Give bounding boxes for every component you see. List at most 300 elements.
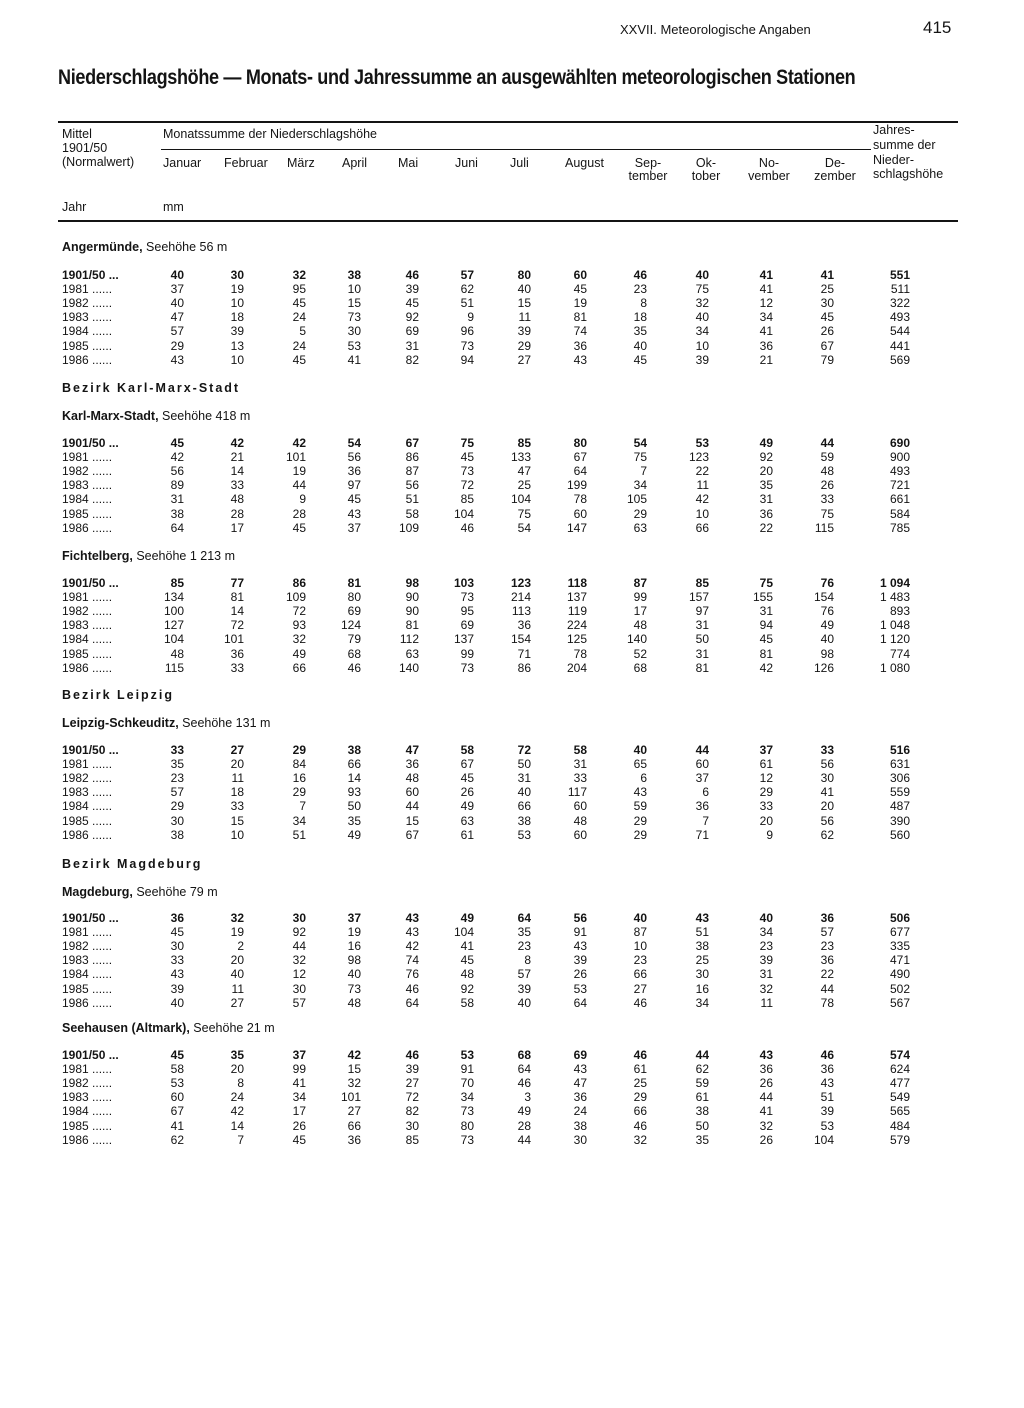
cell-month: 69 — [573, 1048, 587, 1062]
month-header: Ok- tober — [691, 156, 721, 183]
row-year: 1985 ...... — [62, 1118, 113, 1133]
cell-annual: 574 — [889, 1048, 910, 1062]
cell-month: 78 — [820, 995, 834, 1010]
cell-month: 10 — [633, 939, 647, 954]
cell-annual: 484 — [889, 1118, 910, 1133]
cell-month: 56 — [347, 450, 361, 465]
cell-month: 60 — [405, 785, 419, 800]
cell-month: 82 — [405, 1104, 419, 1119]
cell-month: 87 — [633, 576, 647, 590]
stub-label: Mittel — [62, 127, 92, 141]
cell-month: 41 — [170, 1118, 184, 1133]
row-year: 1982 ...... — [62, 296, 113, 311]
cell-month: 20 — [230, 757, 244, 772]
cell-month: 126 — [813, 660, 834, 675]
cell-annual: 567 — [889, 995, 910, 1010]
cell-month: 86 — [292, 576, 306, 590]
cell-month: 58 — [460, 995, 474, 1010]
cell-month: 59 — [633, 799, 647, 814]
cell-month: 36 — [170, 911, 184, 925]
cell-month: 36 — [759, 338, 773, 353]
cell-month: 47 — [170, 310, 184, 325]
cell-month: 54 — [517, 520, 531, 535]
cell-month: 77 — [230, 576, 244, 590]
cell-month: 86 — [405, 450, 419, 465]
cell-annual: 516 — [889, 743, 910, 757]
cell-month: 67 — [405, 436, 419, 450]
cell-month: 66 — [517, 799, 531, 814]
cell-annual: 893 — [889, 604, 910, 619]
table-row — [0, 324, 1024, 338]
row-year: 1901/50 ... — [62, 1048, 119, 1062]
cell-month: 22 — [759, 520, 773, 535]
cell-month: 41 — [460, 939, 474, 954]
cell-month: 7 — [299, 799, 306, 814]
cell-month: 29 — [633, 813, 647, 828]
cell-month: 15 — [517, 296, 531, 311]
cell-month: 39 — [405, 1062, 419, 1077]
cell-month: 58 — [460, 743, 474, 757]
cell-month: 7 — [237, 1132, 244, 1147]
cell-month: 12 — [759, 296, 773, 311]
cell-month: 41 — [759, 1104, 773, 1119]
table-row — [0, 618, 1024, 632]
cell-month: 54 — [347, 436, 361, 450]
running-header: XXVII. Meteorologische Angaben — [620, 22, 811, 37]
cell-month: 39 — [170, 981, 184, 996]
cell-month: 53 — [347, 338, 361, 353]
cell-month: 81 — [695, 660, 709, 675]
district-heading: Bezirk Magdeburg — [62, 857, 203, 871]
cell-annual: 335 — [889, 939, 910, 954]
cell-month: 25 — [695, 953, 709, 968]
table-row — [0, 799, 1024, 813]
cell-month: 42 — [695, 492, 709, 507]
cell-month: 48 — [347, 995, 361, 1010]
cell-month: 80 — [347, 590, 361, 605]
cell-month: 50 — [695, 1118, 709, 1133]
cell-month: 49 — [460, 799, 474, 814]
cell-month: 45 — [170, 436, 184, 450]
cell-month: 79 — [820, 352, 834, 367]
cell-month: 30 — [573, 1132, 587, 1147]
cell-month: 76 — [820, 576, 834, 590]
cell-month: 75 — [695, 282, 709, 297]
cell-month: 53 — [695, 436, 709, 450]
cell-month: 154 — [813, 590, 834, 605]
cell-month: 125 — [566, 632, 587, 647]
row-year: 1983 ...... — [62, 785, 113, 800]
cell-month: 29 — [633, 506, 647, 521]
cell-month: 101 — [340, 1090, 361, 1105]
cell-month: 73 — [460, 338, 474, 353]
cell-month: 12 — [759, 771, 773, 786]
cell-month: 85 — [460, 492, 474, 507]
cell-month: 44 — [292, 939, 306, 954]
cell-month: 62 — [170, 1132, 184, 1147]
cell-month: 59 — [820, 450, 834, 465]
cell-month: 31 — [695, 618, 709, 633]
cell-month: 39 — [230, 324, 244, 339]
cell-annual: 1 483 — [879, 590, 910, 605]
row-year: 1984 ...... — [62, 799, 113, 814]
cell-month: 68 — [517, 1048, 531, 1062]
cell-annual: 1 048 — [879, 618, 910, 633]
cell-month: 35 — [633, 324, 647, 339]
cell-month: 31 — [759, 492, 773, 507]
cell-month: 40 — [759, 911, 773, 925]
cell-month: 104 — [453, 506, 474, 521]
cell-month: 104 — [510, 492, 531, 507]
row-year: 1984 ...... — [62, 324, 113, 339]
month-header: Sep- tember — [628, 156, 668, 183]
station-heading: Fichtelberg, Seehöhe 1 213 m — [62, 549, 236, 563]
cell-month: 34 — [695, 324, 709, 339]
cell-month: 36 — [820, 1062, 834, 1077]
cell-month: 46 — [633, 1048, 647, 1062]
cell-month: 39 — [573, 953, 587, 968]
month-header: Juni — [455, 156, 478, 170]
cell-month: 72 — [405, 1090, 419, 1105]
cell-month: 69 — [460, 618, 474, 633]
cell-month: 32 — [230, 911, 244, 925]
annual-header: Nieder- — [873, 153, 914, 167]
table-row — [0, 828, 1024, 842]
cell-month: 10 — [230, 296, 244, 311]
cell-month: 49 — [347, 827, 361, 842]
cell-month: 42 — [230, 1104, 244, 1119]
cell-month: 29 — [759, 785, 773, 800]
cell-annual: 493 — [889, 464, 910, 479]
table-row — [0, 268, 1024, 282]
cell-month: 7 — [702, 813, 709, 828]
cell-month: 73 — [460, 464, 474, 479]
table-row — [0, 953, 1024, 967]
cell-month: 34 — [695, 995, 709, 1010]
cell-month: 48 — [820, 464, 834, 479]
column-group-label: Monatssumme der Niederschlagshöhe — [163, 127, 377, 141]
cell-month: 41 — [292, 1076, 306, 1091]
table-row — [0, 1090, 1024, 1104]
cell-month: 75 — [759, 576, 773, 590]
cell-month: 59 — [695, 1076, 709, 1091]
cell-month: 127 — [163, 618, 184, 633]
cell-month: 40 — [695, 268, 709, 282]
cell-month: 31 — [759, 967, 773, 982]
cell-month: 66 — [347, 757, 361, 772]
cell-month: 63 — [633, 520, 647, 535]
cell-month: 37 — [347, 520, 361, 535]
cell-month: 67 — [405, 827, 419, 842]
cell-month: 66 — [695, 520, 709, 535]
cell-month: 58 — [405, 506, 419, 521]
cell-annual: 721 — [889, 478, 910, 493]
cell-month: 72 — [517, 743, 531, 757]
cell-month: 36 — [347, 464, 361, 479]
cell-month: 30 — [170, 813, 184, 828]
cell-month: 42 — [347, 1048, 361, 1062]
cell-month: 23 — [633, 282, 647, 297]
cell-month: 48 — [460, 967, 474, 982]
cell-month: 56 — [573, 911, 587, 925]
cell-month: 39 — [695, 352, 709, 367]
table-row — [0, 604, 1024, 618]
row-year: 1986 ...... — [62, 827, 113, 842]
cell-month: 14 — [230, 1118, 244, 1133]
cell-month: 157 — [688, 590, 709, 605]
cell-month: 45 — [347, 492, 361, 507]
cell-month: 51 — [460, 296, 474, 311]
cell-month: 32 — [759, 1118, 773, 1133]
cell-month: 66 — [633, 1104, 647, 1119]
cell-month: 137 — [566, 590, 587, 605]
cell-month: 17 — [292, 1104, 306, 1119]
cell-month: 140 — [626, 632, 647, 647]
cell-month: 60 — [573, 799, 587, 814]
cell-month: 27 — [633, 981, 647, 996]
cell-month: 18 — [633, 310, 647, 325]
month-header: Juli — [510, 156, 529, 170]
cell-month: 5 — [299, 324, 306, 339]
cell-month: 76 — [405, 967, 419, 982]
month-header: No- vember — [748, 156, 790, 183]
table-row — [0, 771, 1024, 785]
cell-month: 53 — [820, 1118, 834, 1133]
cell-month: 45 — [292, 352, 306, 367]
cell-month: 35 — [230, 1048, 244, 1062]
table-row — [0, 282, 1024, 296]
cell-month: 85 — [517, 436, 531, 450]
cell-month: 27 — [230, 743, 244, 757]
cell-annual: 511 — [890, 282, 910, 297]
cell-month: 37 — [292, 1048, 306, 1062]
cell-month: 40 — [695, 310, 709, 325]
cell-month: 20 — [820, 799, 834, 814]
cell-month: 26 — [292, 1118, 306, 1133]
cell-month: 98 — [820, 646, 834, 661]
cell-month: 32 — [695, 296, 709, 311]
cell-annual: 569 — [889, 352, 910, 367]
cell-month: 105 — [626, 492, 647, 507]
cell-month: 92 — [759, 450, 773, 465]
cell-annual: 900 — [889, 450, 910, 465]
row-year: 1981 ...... — [62, 757, 113, 772]
cell-month: 38 — [695, 939, 709, 954]
cell-month: 48 — [573, 813, 587, 828]
cell-month: 87 — [633, 925, 647, 940]
cell-annual: 390 — [889, 813, 910, 828]
cell-month: 11 — [518, 310, 531, 325]
cell-month: 8 — [237, 1076, 244, 1091]
cell-month: 35 — [170, 757, 184, 772]
month-header: April — [342, 156, 368, 170]
cell-month: 35 — [347, 813, 361, 828]
cell-month: 25 — [820, 282, 834, 297]
cell-month: 61 — [759, 757, 773, 772]
cell-month: 100 — [163, 604, 184, 619]
cell-month: 99 — [292, 1062, 306, 1077]
cell-month: 92 — [292, 925, 306, 940]
cell-month: 46 — [517, 1076, 531, 1091]
cell-month: 46 — [405, 1048, 419, 1062]
cell-month: 38 — [170, 506, 184, 521]
cell-month: 46 — [820, 1048, 834, 1062]
district-heading: Bezirk Karl-Marx-Stadt — [62, 381, 241, 395]
cell-annual: 306 — [889, 771, 910, 786]
cell-month: 30 — [695, 967, 709, 982]
cell-month: 24 — [230, 1090, 244, 1105]
cell-month: 104 — [163, 632, 184, 647]
cell-month: 25 — [517, 478, 531, 493]
cell-month: 31 — [759, 604, 773, 619]
table-row — [0, 911, 1024, 925]
cell-month: 20 — [230, 1062, 244, 1077]
cell-month: 23 — [170, 771, 184, 786]
row-year: 1985 ...... — [62, 646, 113, 661]
cell-month: 104 — [453, 925, 474, 940]
cell-month: 27 — [230, 995, 244, 1010]
cell-month: 67 — [460, 757, 474, 772]
cell-month: 47 — [517, 464, 531, 479]
cell-annual: 441 — [889, 338, 910, 353]
cell-month: 64 — [573, 995, 587, 1010]
cell-month: 204 — [566, 660, 587, 675]
cell-month: 40 — [347, 967, 361, 982]
cell-month: 60 — [695, 757, 709, 772]
cell-month: 92 — [405, 310, 419, 325]
cell-month: 49 — [292, 646, 306, 661]
cell-annual: 544 — [889, 324, 910, 339]
cell-month: 85 — [405, 1132, 419, 1147]
cell-month: 67 — [170, 1104, 184, 1119]
cell-month: 69 — [347, 604, 361, 619]
cell-month: 30 — [292, 981, 306, 996]
cell-month: 30 — [405, 1118, 419, 1133]
cell-month: 38 — [517, 813, 531, 828]
cell-month: 15 — [347, 1062, 361, 1077]
header-sub-rule — [161, 149, 871, 150]
cell-month: 43 — [695, 911, 709, 925]
cell-month: 49 — [517, 1104, 531, 1119]
cell-month: 68 — [633, 660, 647, 675]
cell-month: 82 — [405, 352, 419, 367]
station-heading: Seehausen (Altmark), Seehöhe 21 m — [62, 1021, 275, 1035]
cell-month: 29 — [170, 799, 184, 814]
cell-month: 56 — [820, 757, 834, 772]
cell-month: 32 — [292, 953, 306, 968]
cell-month: 27 — [517, 352, 531, 367]
cell-month: 48 — [230, 492, 244, 507]
cell-month: 43 — [573, 1062, 587, 1077]
cell-month: 18 — [230, 310, 244, 325]
cell-month: 36 — [759, 1062, 773, 1077]
table-row — [0, 785, 1024, 799]
cell-month: 41 — [759, 282, 773, 297]
table-row — [0, 492, 1024, 506]
cell-month: 39 — [517, 981, 531, 996]
cell-month: 91 — [460, 1062, 474, 1077]
cell-month: 214 — [510, 590, 531, 605]
cell-month: 99 — [460, 646, 474, 661]
cell-month: 44 — [759, 1090, 773, 1105]
cell-month: 80 — [460, 1118, 474, 1133]
cell-month: 26 — [759, 1132, 773, 1147]
cell-month: 29 — [170, 338, 184, 353]
stub-label: (Normalwert) — [62, 155, 135, 169]
cell-month: 37 — [347, 911, 361, 925]
cell-month: 115 — [164, 660, 184, 675]
cell-month: 35 — [695, 1132, 709, 1147]
district-heading: Bezirk Leipzig — [62, 688, 175, 702]
cell-month: 97 — [347, 478, 361, 493]
cell-month: 27 — [405, 1076, 419, 1091]
row-year: 1901/50 ... — [62, 436, 119, 450]
cell-month: 24 — [573, 1104, 587, 1119]
cell-month: 64 — [405, 995, 419, 1010]
cell-month: 19 — [347, 925, 361, 940]
station-heading: Angermünde, Seehöhe 56 m — [62, 240, 228, 254]
cell-annual: 559 — [889, 785, 910, 800]
cell-month: 93 — [292, 618, 306, 633]
cell-month: 17 — [633, 604, 647, 619]
cell-month: 17 — [230, 520, 244, 535]
row-year: 1984 ...... — [62, 492, 113, 507]
cell-month: 29 — [633, 827, 647, 842]
cell-month: 57 — [517, 967, 531, 982]
cell-month: 75 — [460, 436, 474, 450]
cell-month: 62 — [460, 282, 474, 297]
cell-month: 44 — [405, 799, 419, 814]
cell-month: 40 — [170, 995, 184, 1010]
cell-month: 25 — [633, 1076, 647, 1091]
row-year: 1984 ...... — [62, 967, 113, 982]
cell-month: 69 — [405, 324, 419, 339]
cell-month: 43 — [170, 967, 184, 982]
cell-month: 31 — [573, 757, 587, 772]
cell-month: 8 — [524, 953, 531, 968]
cell-month: 33 — [573, 771, 587, 786]
cell-month: 13 — [230, 338, 244, 353]
cell-month: 22 — [820, 967, 834, 982]
cell-month: 32 — [292, 268, 306, 282]
cell-month: 45 — [460, 450, 474, 465]
cell-month: 75 — [820, 506, 834, 521]
cell-annual: 490 — [889, 967, 910, 982]
cell-month: 57 — [460, 268, 474, 282]
row-year: 1901/50 ... — [62, 268, 119, 282]
cell-month: 50 — [347, 799, 361, 814]
cell-month: 61 — [460, 827, 474, 842]
cell-month: 58 — [573, 743, 587, 757]
cell-month: 2 — [237, 939, 244, 954]
row-year: 1983 ...... — [62, 478, 113, 493]
table-row — [0, 507, 1024, 521]
cell-month: 46 — [633, 268, 647, 282]
cell-month: 11 — [231, 981, 244, 996]
cell-month: 49 — [460, 911, 474, 925]
cell-month: 109 — [285, 590, 306, 605]
cell-month: 53 — [573, 981, 587, 996]
cell-month: 20 — [230, 953, 244, 968]
cell-annual: 785 — [889, 520, 910, 535]
cell-annual: 1 120 — [879, 632, 910, 647]
cell-month: 10 — [230, 352, 244, 367]
cell-month: 90 — [405, 590, 419, 605]
cell-month: 33 — [759, 799, 773, 814]
table-row — [0, 814, 1024, 828]
cell-month: 87 — [405, 464, 419, 479]
cell-month: 43 — [573, 939, 587, 954]
